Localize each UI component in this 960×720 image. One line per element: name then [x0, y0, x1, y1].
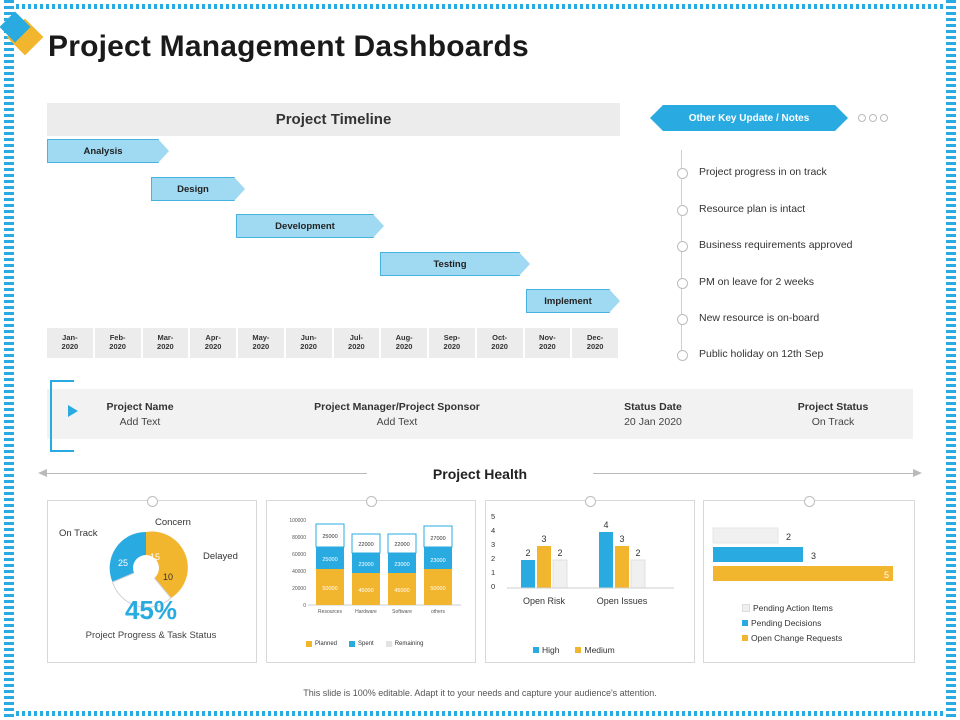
month-year: 2020: [586, 342, 604, 351]
month-year: 2020: [300, 342, 317, 351]
svg-text:60000: 60000: [292, 552, 306, 558]
svg-text:0: 0: [491, 582, 496, 591]
month-cell: [47, 328, 95, 358]
donut-label-on-track: On Track: [59, 528, 98, 539]
month-cell: [238, 328, 286, 358]
timeline-month-axis: [47, 328, 620, 358]
legend-label: Pending Action Items: [753, 603, 833, 613]
legend-item-remaining: [386, 641, 424, 647]
phase-label: Design: [177, 183, 209, 195]
month-cell: [477, 328, 525, 358]
risk-issues-bar-chart: [489, 508, 684, 643]
svg-text:22000: 22000: [358, 542, 374, 548]
month-year: 2020: [491, 342, 508, 351]
legend-label: Medium: [584, 645, 615, 655]
legend-label: Spent: [358, 641, 374, 647]
note-bullet-icon: [677, 350, 688, 361]
month-name: Feb-: [109, 333, 126, 343]
donut-label-delayed: Delayed: [203, 551, 238, 562]
month-name: Jun-: [300, 333, 317, 343]
notes-banner: Other Key Update / Notes: [663, 105, 835, 131]
notes-connector-line: [681, 150, 682, 360]
note-bullet-icon: [677, 168, 688, 179]
svg-text:Open Issues: Open Issues: [596, 596, 648, 606]
svg-text:2: 2: [786, 532, 792, 542]
month-name: Mar-: [157, 333, 174, 343]
svg-text:3: 3: [541, 534, 547, 544]
month-cell: [429, 328, 477, 358]
svg-text:Open Risk: Open Risk: [522, 596, 566, 606]
timeline-phase-development[interactable]: [236, 214, 374, 238]
donut-value-concern: 15: [150, 552, 161, 562]
donut-value-on-track: 25: [118, 558, 129, 568]
svg-text:3: 3: [619, 534, 625, 544]
svg-text:2: 2: [525, 548, 531, 558]
note-item: Public holiday on 12th Sep: [699, 348, 824, 360]
timeline-phase-design[interactable]: [151, 177, 235, 201]
svg-text:Resources: Resources: [318, 609, 342, 615]
month-cell: [334, 328, 382, 358]
phase-label: Testing: [433, 258, 467, 270]
donut-value-delayed: 10: [163, 572, 174, 582]
month-year: 2020: [204, 342, 222, 351]
svg-text:4: 4: [603, 520, 609, 530]
right-rail-decor: [946, 0, 956, 720]
risk-legend: [533, 645, 615, 655]
svg-text:1: 1: [491, 568, 496, 577]
svg-text:50000: 50000: [322, 586, 338, 592]
note-bullet-icon: [677, 278, 688, 289]
month-name: Oct-: [492, 333, 508, 343]
svg-text:5: 5: [884, 570, 890, 580]
month-name: Aug-: [395, 333, 413, 343]
note-item: New resource is on-board: [699, 312, 820, 324]
budget-stacked-bar-chart: [276, 512, 466, 642]
svg-text:25000: 25000: [322, 534, 338, 540]
svg-text:45000: 45000: [358, 588, 374, 594]
info-cell-project-manager: [267, 389, 527, 439]
timeline-phase-implement[interactable]: [526, 289, 610, 313]
month-year: 2020: [252, 342, 270, 351]
svg-text:5: 5: [491, 512, 496, 521]
timeline-phase-analysis[interactable]: [47, 139, 159, 163]
month-name: Nov-: [539, 333, 556, 343]
card-pin-icon: [804, 496, 815, 507]
svg-text:2: 2: [557, 548, 563, 558]
svg-text:3: 3: [811, 551, 817, 561]
svg-text:45000: 45000: [394, 588, 410, 594]
month-year: 2020: [539, 342, 556, 351]
month-cell: [286, 328, 334, 358]
donut-label-concern: Concern: [155, 517, 191, 528]
svg-text:Software: Software: [392, 609, 412, 615]
budget-legend: [306, 641, 423, 647]
month-name: Sep-: [443, 333, 460, 343]
note-item: Business requirements approved: [699, 239, 853, 251]
month-cell: [143, 328, 191, 358]
svg-text:50000: 50000: [430, 586, 446, 592]
page-title: Project Management Dashboards: [48, 30, 529, 63]
svg-text:22000: 22000: [394, 542, 410, 548]
progress-caption: Project Progress & Task Status: [85, 630, 217, 641]
legend-item-pending-decisions: [742, 618, 842, 628]
info-value: 20 Jan 2020: [624, 415, 682, 428]
info-cell-project-name: [60, 389, 220, 439]
phase-label: Implement: [544, 295, 592, 307]
note-item: Resource plan is intact: [699, 203, 806, 215]
pending-actions-bar-chart: [708, 522, 908, 612]
note-bullet-icon: [677, 205, 688, 216]
info-label: Project Status: [797, 400, 869, 413]
month-name: Jan-: [62, 333, 78, 343]
legend-item-medium: [575, 645, 614, 655]
svg-text:27000: 27000: [430, 536, 446, 542]
svg-text:20000: 20000: [292, 586, 306, 592]
svg-text:40000: 40000: [292, 569, 306, 575]
note-item: Project progress in on track: [699, 166, 827, 178]
month-cell: [190, 328, 238, 358]
month-year: 2020: [395, 342, 413, 351]
legend-label: Planned: [315, 641, 338, 647]
svg-text:2: 2: [635, 548, 641, 558]
info-value[interactable]: Add Text: [119, 415, 161, 428]
month-year: 2020: [157, 342, 174, 351]
info-label: Project Manager/Project Sponsor: [314, 400, 480, 413]
card-pin-icon: [366, 496, 377, 507]
svg-text:3: 3: [491, 540, 496, 549]
progress-percent: 45%: [124, 595, 178, 625]
legend-item-open-change-requests: [742, 633, 842, 643]
footer-note: This slide is 100% editable. Adapt it to your needs and capture your audience's attention.: [303, 688, 657, 698]
legend-item-planned: [306, 641, 337, 647]
legend-item-high: [533, 645, 559, 655]
legend-label: Remaining: [394, 641, 424, 647]
svg-text:2: 2: [491, 554, 496, 563]
info-value: On Track: [811, 415, 855, 428]
legend-label: Open Change Requests: [751, 633, 843, 643]
note-item: PM on leave for 2 weeks: [699, 276, 814, 288]
svg-text:23000: 23000: [394, 562, 410, 568]
month-cell: [525, 328, 573, 358]
timeline-phase-testing[interactable]: [380, 252, 520, 276]
info-value[interactable]: Add Text: [376, 415, 418, 428]
legend-label: Pending Decisions: [751, 618, 822, 628]
pending-actions-legend: [742, 603, 842, 643]
month-name: Apr-: [205, 333, 221, 343]
svg-text:4: 4: [491, 526, 496, 535]
month-cell: [572, 328, 620, 358]
card-pin-icon: [147, 496, 158, 507]
svg-text:Hardware: Hardware: [355, 609, 377, 615]
month-year: 2020: [348, 342, 365, 351]
month-cell: [381, 328, 429, 358]
phase-label: Analysis: [83, 145, 123, 157]
top-rail-decor: [4, 4, 956, 9]
svg-text:23000: 23000: [430, 558, 446, 564]
legend-label: High: [542, 645, 560, 655]
bottom-rail-decor: [4, 711, 956, 716]
health-title: Project Health: [432, 466, 528, 482]
svg-text:others: others: [431, 609, 445, 615]
phase-label: Development: [275, 220, 335, 232]
month-year: 2020: [61, 342, 79, 351]
info-label: Project Name: [106, 400, 174, 413]
svg-text:23000: 23000: [358, 562, 374, 568]
note-bullet-icon: [677, 241, 688, 252]
month-name: Dec-: [586, 333, 604, 343]
svg-text:100000: 100000: [289, 518, 306, 524]
svg-text:0: 0: [303, 603, 306, 609]
info-cell-status-date: [573, 389, 733, 439]
month-cell: [95, 328, 143, 358]
month-name: Jul-: [349, 333, 364, 343]
decor-dots-icon: [858, 114, 888, 122]
timeline-header: Project Timeline: [47, 103, 620, 136]
month-name: May-: [252, 333, 270, 343]
legend-item-spent: [349, 641, 374, 647]
left-rail-decor: [4, 0, 14, 720]
svg-text:80000: 80000: [292, 535, 306, 541]
card-pin-icon: [585, 496, 596, 507]
svg-text:25000: 25000: [322, 557, 338, 563]
note-bullet-icon: [677, 314, 688, 325]
month-year: 2020: [443, 342, 461, 351]
month-year: 2020: [109, 342, 126, 351]
info-cell-project-status: [753, 389, 913, 439]
legend-item-pending-action-items: [742, 603, 842, 613]
info-label: Status Date: [624, 400, 682, 413]
